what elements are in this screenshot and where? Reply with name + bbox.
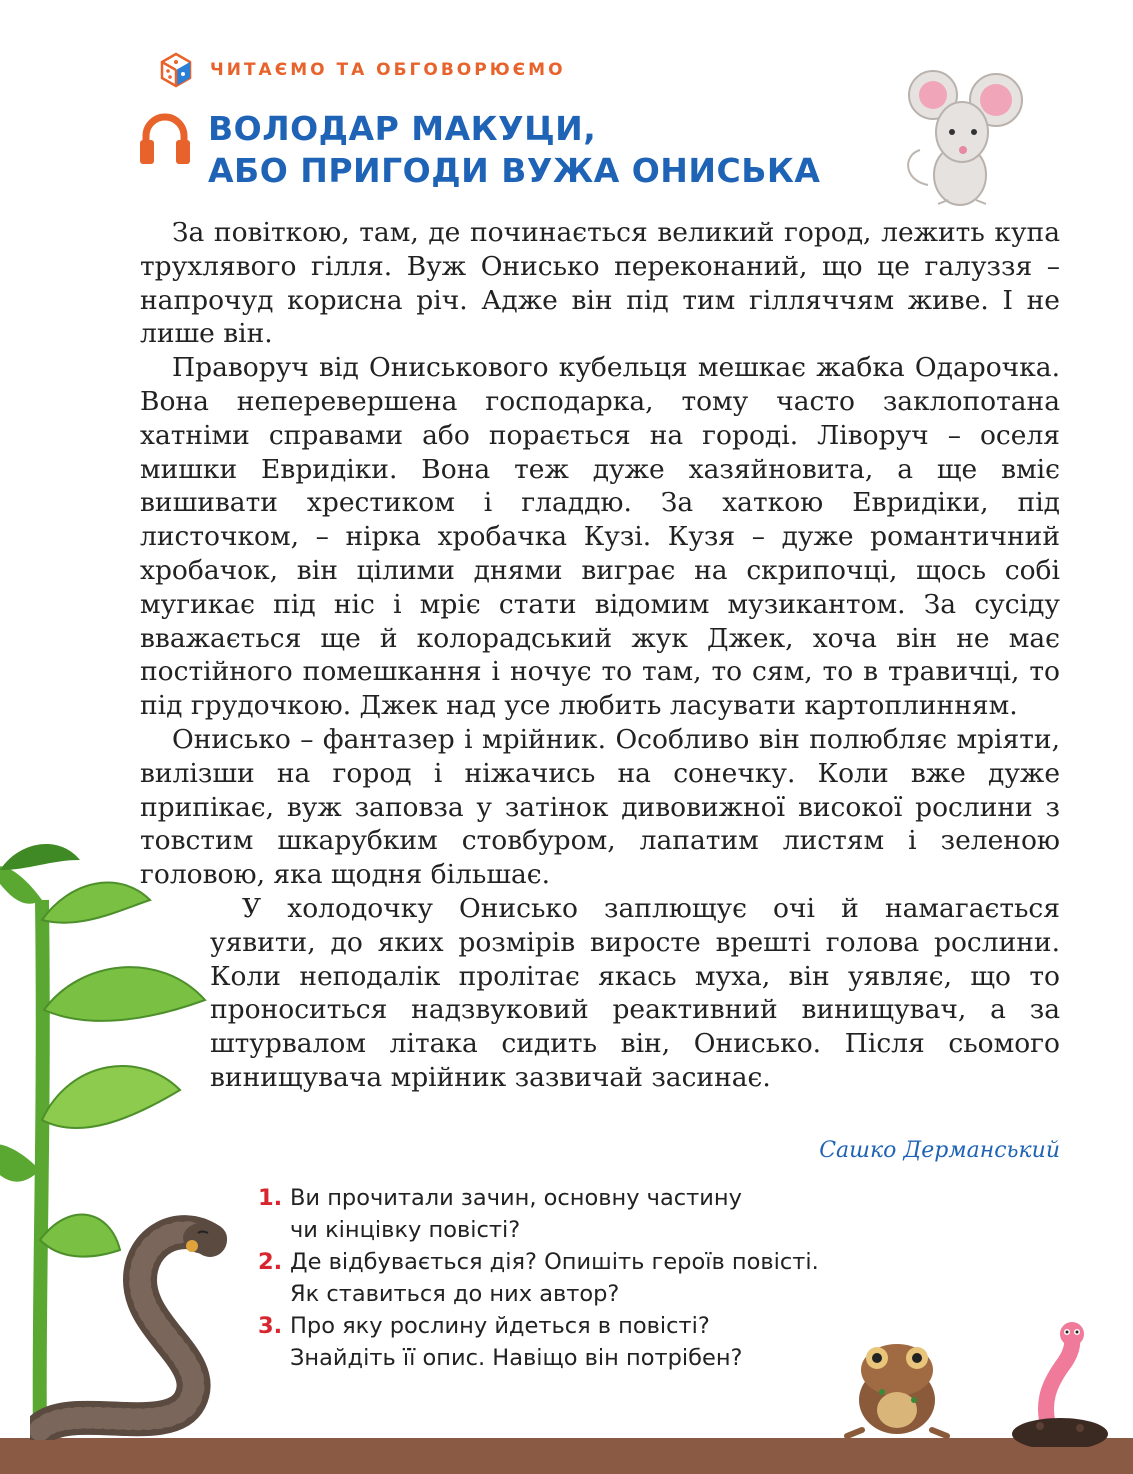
question-item (258, 1246, 819, 1310)
story-title (138, 108, 820, 192)
questions-list (258, 1182, 819, 1374)
title-line-2: АБО ПРИГОДИ ВУЖА ОНИСЬКА (208, 151, 821, 190)
question-number: 3. (258, 1313, 283, 1339)
title-line-1: ВОЛОДАР МАКУЦИ, (208, 109, 597, 148)
story-paragraph: У холодочку Онисько заплющує очі й намагається уявити, до яких розмірів виросте врешті голова рослини. Коли неподалік пролітає якась муха, він уявляє, що то проноситься надзвуковий реактивний винищувач, а за штурвалом літака сидить він, Онисько. Після сьомого винищувача мрійник зазвичай засинає. (210, 892, 1060, 1093)
headphones-icon (138, 108, 192, 168)
snake-illustration (30, 1200, 260, 1440)
author-name: Сашко Дерманський (819, 1138, 1060, 1163)
story-paragraph: За повіткою, там, де починається великий город, лежить купа трухлявого гілля. Вуж Онисько переконаний, що це галуззя – напрочуд корисна річ. Адже він під тим гілляччям живе. І не лише він. (140, 217, 1060, 350)
worm-illustration (1010, 1322, 1130, 1447)
question-item (258, 1310, 819, 1374)
section-header (160, 50, 566, 90)
question-item (258, 1182, 819, 1246)
ground-strip (0, 1438, 1133, 1474)
story-paragraph: Праворуч від Ониськового кубельця мешкає жабка Одарочка. Вона неперевершена господарка, тому часто заклопотана хатніми справами або порається на городі. Ліворуч – оселя мишки Евридіки. Вона теж дуже хазяйновита, а ще вміє вишивати хрестиком і гладдю. За хаткою Евридіки, під листочком, – нірка хробачка Кузі. Кузя – дуже романтичний хробачок, він цілими днями виграє на скрипочці, щось собі мугикає під ніс і мріє стати відомим музикантом. За сусіду вважається ще й колорадський жук Джек, хоча він не має постійного помешкання і ночує то там, то сям, то в травичці, то під грудочкою. Джек над усе любить ласувати картоплинням. (140, 352, 1060, 722)
question-number: 1. (258, 1185, 283, 1211)
question-text: Знайдіть її опис. Навіщо він потрібен? (290, 1345, 743, 1371)
question-number: 2. (258, 1249, 283, 1275)
question-text: чи кінцівку повісті? (290, 1217, 521, 1243)
story-paragraph: Онисько – фантазер і мрійник. Особливо він полюбляє мріяти, вилізши на город і ніжачись на сонечку. Коли вже дуже припікає, вуж заповза у затінок дивовижної високої рослини з товстим шкарубким стовбуром, лапатим листям і зеленою головою, яка щодня більшає. (140, 723, 1060, 891)
question-text: Про яку рослину йдеться в повісті? (290, 1313, 710, 1339)
section-label: ЧИТАЄМО ТА ОБГОВОРЮЄМО (210, 60, 566, 80)
mouse-illustration (898, 60, 1028, 210)
dice-icon (160, 52, 192, 88)
question-text: Як ставиться до них автор? (290, 1281, 620, 1307)
frog-illustration (832, 1330, 962, 1440)
question-text: Ви прочитали зачин, основну частину (290, 1185, 742, 1211)
question-text: Де відбувається дія? Опишіть героїв повісті. (290, 1249, 819, 1275)
story-text (140, 216, 1060, 1095)
